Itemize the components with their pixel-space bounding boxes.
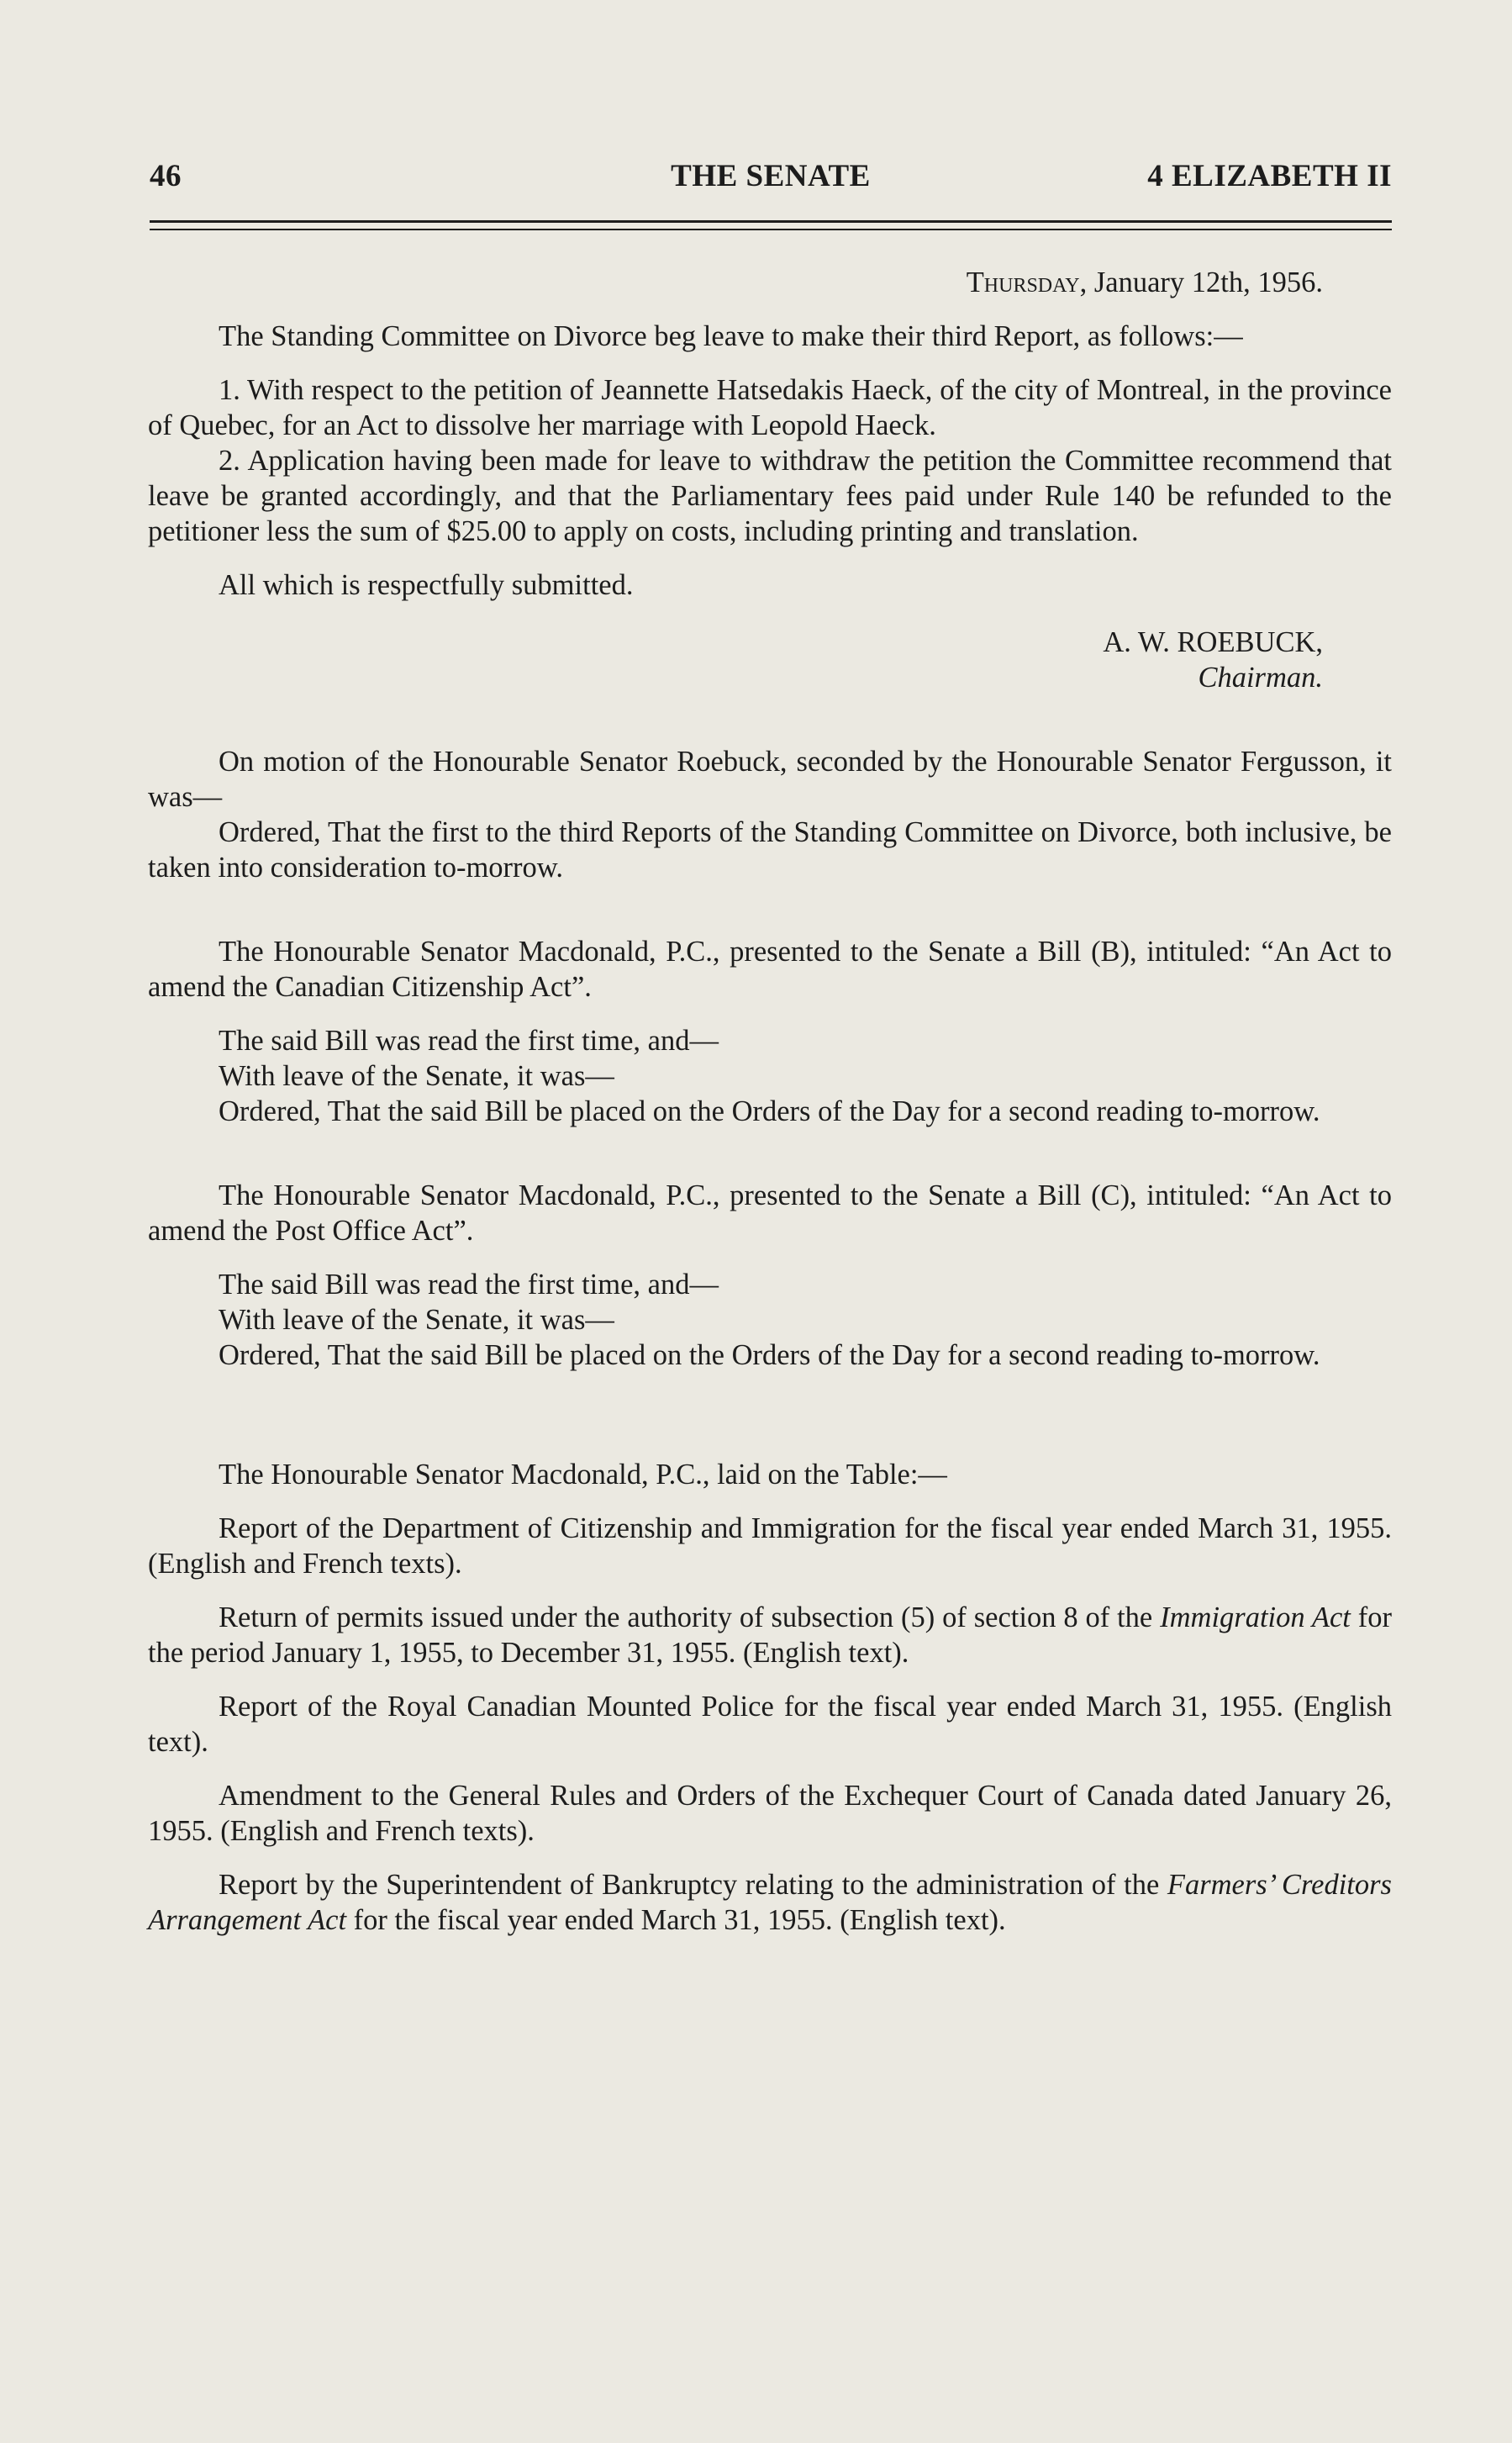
tabled-doc-5 xyxy=(148,1867,1392,1938)
doc-5-act-name: Farmers’ Creditors Arrangement Act xyxy=(148,1869,1392,1936)
date-line xyxy=(148,265,1392,300)
bill-b-leave: With leave of the Senate, it was— xyxy=(219,1060,614,1092)
running-header xyxy=(150,158,1392,200)
doc-2-act-name: Immigration Act xyxy=(1160,1601,1351,1633)
tabled-doc-3: Report of the Royal Canadian Mounted Police for the fiscal year ended March 31, 1955. (English text). xyxy=(148,1691,1392,1758)
header-rule-thick xyxy=(150,220,1392,223)
bill-c-leave: With leave of the Senate, it was— xyxy=(219,1304,614,1336)
tabled-doc-1: Report of the Department of Citizenship and Immigration for the fiscal year ended March 31, 1955. (English and French texts). xyxy=(148,1512,1392,1580)
motion-text: On motion of the Honourable Senator Roebuck, seconded by the Honourable Senator Fergusson, it was— xyxy=(148,746,1392,813)
doc-5-text-b: for the fiscal year ended March 31, 1955. (English text). xyxy=(346,1904,1006,1936)
report-item-1: 1. With respect to the petition of Jeannette Hatsedakis Haeck, of the city of Montreal, in the province of Quebec, for an Act to dissolve her marriage with Leopold Haeck. xyxy=(148,374,1392,441)
tabled-intro: The Honourable Senator Macdonald, P.C., laid on the Table:— xyxy=(219,1459,947,1491)
doc-2-text-a: Return of permits issued under the authority of subsection (5) of section 8 of the xyxy=(219,1601,1161,1633)
doc-5-text-a: Report by the Superintendent of Bankruptcy relating to the administration of the xyxy=(219,1869,1167,1901)
header-regnal-year: 4 ELIZABETH II xyxy=(1147,159,1392,193)
date-weekday: Thursday, xyxy=(966,266,1088,298)
report-intro: The Standing Committee on Divorce beg leave to make their third Report, as follows:— xyxy=(219,320,1243,352)
signatory-name: A. W. ROEBUCK, xyxy=(1103,626,1323,658)
bill-b-ordered: Ordered, That the said Bill be placed on the Orders of the Day for a second reading to-morrow. xyxy=(219,1095,1320,1127)
tabled-doc-4: Amendment to the General Rules and Orders of the Exchequer Court of Canada dated January 26, 1955. (English and French texts). xyxy=(148,1780,1392,1847)
bill-b-presented: The Honourable Senator Macdonald, P.C., presented to the Senate a Bill (B), intituled: “An Act to amend the Canadian Citizenship Act”. xyxy=(148,936,1392,1003)
date-text: January 12th, 1956. xyxy=(1087,266,1323,298)
bill-c-ordered: Ordered, That the said Bill be placed on the Orders of the Day for a second reading to-morrow. xyxy=(219,1339,1320,1371)
page-number: 46 xyxy=(150,159,182,193)
signatory-title: Chairman. xyxy=(1198,662,1323,694)
motion-ordered: Ordered, That the first to the third Reports of the Standing Committee on Divorce, both inclusive, be taken into consideration to-morrow. xyxy=(148,816,1392,884)
bill-c-presented: The Honourable Senator Macdonald, P.C., presented to the Senate a Bill (C), intituled: “An Act to amend the Post Office Act”. xyxy=(148,1179,1392,1247)
report-closing: All which is respectfully submitted. xyxy=(219,569,634,601)
header-title: THE SENATE xyxy=(671,159,871,193)
doc-2-text-b: for the period January 1, 1955, to December 31, 1955. (English text). xyxy=(148,1601,1393,1669)
header-rule-thin xyxy=(150,229,1392,230)
tabled-doc-2 xyxy=(148,1600,1392,1670)
bill-b-first-reading: The said Bill was read the first time, and— xyxy=(219,1025,719,1057)
report-item-2: 2. Application having been made for leave to withdraw the petition the Committee recommend that leave be granted accordingly, and that the Parliamentary fees paid under Rule 140 be refunded to the petitioner less the sum of $25.00 to apply on costs, including printing and translation. xyxy=(148,445,1392,547)
bill-c-first-reading: The said Bill was read the first time, and— xyxy=(219,1269,719,1301)
page-body xyxy=(148,265,1392,1938)
